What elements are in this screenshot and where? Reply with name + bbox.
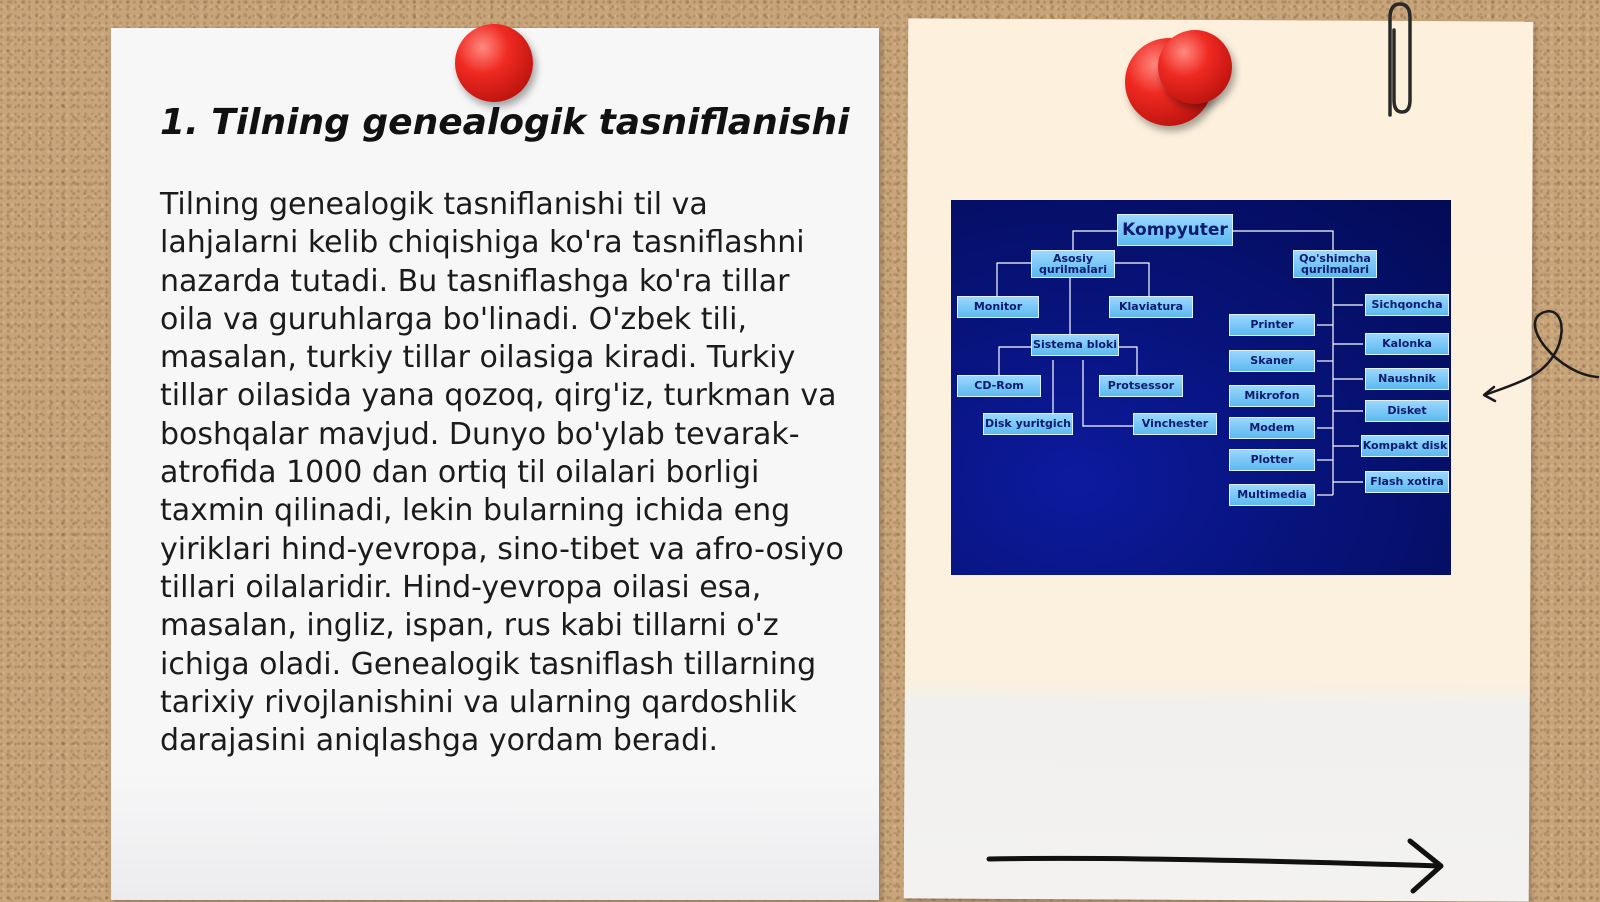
node-qoshimcha-qurilmalari: Qo'shimcha qurilmalari (1293, 250, 1377, 278)
node-cd-rom: CD-Rom (957, 375, 1041, 397)
node-disket: Disket (1365, 400, 1449, 422)
slide-body-text: Tilning genealogik tasniflanishi til va lahjalarni kelib chiqishiga ko'ra tasniflashni nazarda tutadi. Bu tasniflashga ko'ra tillar oila va guruhlarga bo'linadi. O'zbek tili, masalan, turkiy tillar oilasiga kiradi. Turkiy tillar oilasida yana qozoq, qirg'iz, turkman va boshqalar mavjud. Dunyo bo'ylab tevarak-atrofida 1000 dan ortiq til oilalari borligi taxmin qilinadi, lekin bularning ichida eng yiriklari hind-yevropa, sino-tibet va afro-osiyo tillari oilalaridir. Hind-yevropa oilasi esa, masalan, ingliz, ispan, rus kabi tillarni o'z ichiga oladi. Genealogik tasniflash tillarning tarixiy rivojlanishini va ularning qardoshlik darajasini aniqlashga yordam beradi. (160, 187, 844, 759)
connector-sistema-protsessor (1119, 347, 1137, 375)
doodle-arrow-icon (1480, 305, 1600, 410)
paperclip-icon (1378, 0, 1418, 125)
torn-paper-edge (111, 770, 879, 900)
connector-root-main (1073, 231, 1117, 250)
slide-title: 1. Tilning genealogik tasniflanishi (160, 102, 850, 143)
node-kalonka: Kalonka (1365, 333, 1449, 355)
computer-structure-diagram (951, 200, 1451, 575)
connector-sistema-cdrom (999, 347, 1031, 375)
node-vinchester: Vinchester (1133, 413, 1217, 435)
node-klaviatura: Klaviatura (1109, 296, 1193, 318)
node-plotter: Plotter (1229, 449, 1315, 471)
connector-root-extra (1227, 231, 1333, 250)
push-pin-icon (1158, 30, 1232, 104)
node-kompakt-disk: Kompakt disk (1361, 435, 1449, 457)
node-disk-yuritgich: Disk yuritgich (983, 413, 1073, 435)
node-protsessor: Protsessor (1099, 375, 1183, 397)
node-asosiy-qurilmalari: Asosiy qurilmalari (1031, 250, 1115, 278)
node-kompyuter: Kompyuter (1117, 214, 1233, 246)
node-mikrofon: Mikrofon (1229, 385, 1315, 407)
node-printer: Printer (1229, 314, 1315, 336)
arrow-right-icon (985, 835, 1450, 895)
node-flash-xotira: Flash xotira (1365, 471, 1449, 493)
node-skaner: Skaner (1229, 350, 1315, 372)
push-pin-icon (455, 24, 533, 102)
node-sichqoncha: Sichqoncha (1365, 294, 1449, 316)
node-multimedia: Multimedia (1229, 484, 1315, 506)
node-monitor: Monitor (957, 296, 1039, 318)
node-naushnik: Naushnik (1365, 368, 1449, 390)
connector-main-monitor (997, 263, 1033, 296)
connector-main-klaviatura (1115, 263, 1149, 296)
node-sistema-bloki: Sistema bloki (1031, 334, 1119, 356)
node-modem: Modem (1229, 417, 1315, 439)
